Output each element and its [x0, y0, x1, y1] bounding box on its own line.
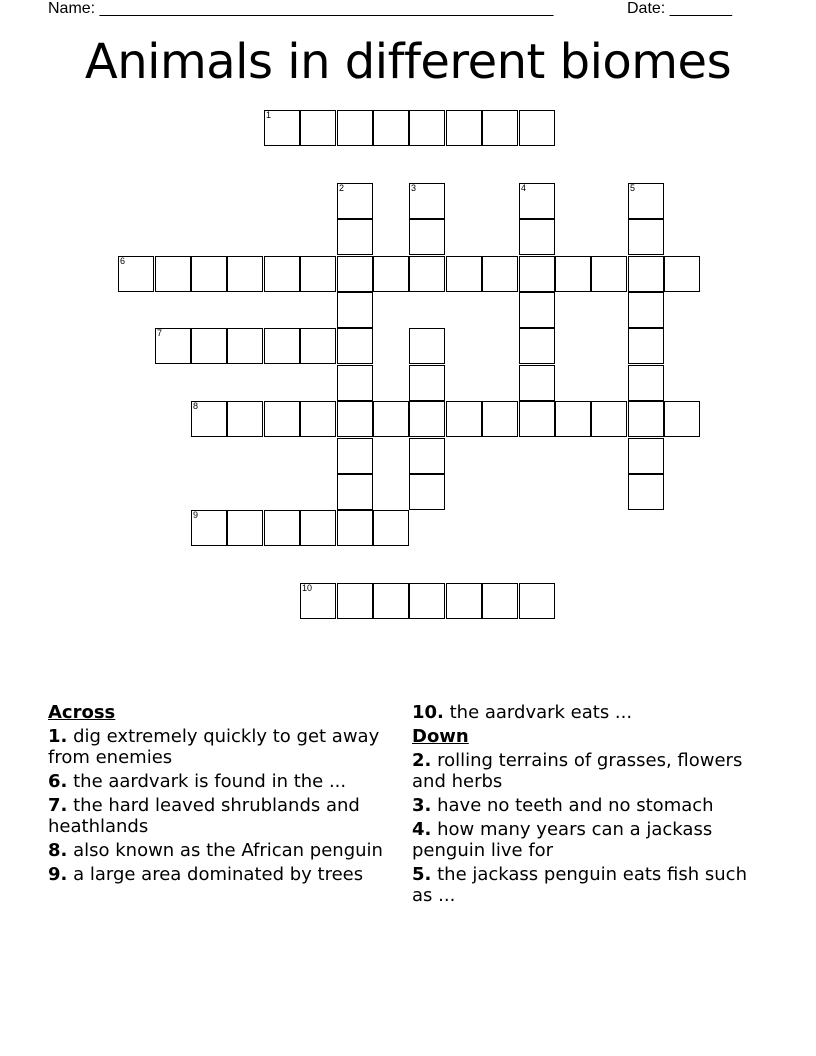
crossword-cell[interactable]: [337, 219, 373, 255]
clue-number: 4.: [412, 819, 432, 840]
crossword-cell[interactable]: [300, 510, 336, 546]
crossword-cell[interactable]: [519, 328, 555, 364]
crossword-cell[interactable]: [191, 401, 227, 437]
crossword-cell[interactable]: [191, 256, 227, 292]
crossword-cell[interactable]: [591, 401, 627, 437]
crossword-cell[interactable]: [337, 183, 373, 219]
clue-number-label: 8: [193, 401, 199, 411]
crossword-cell[interactable]: [300, 110, 336, 146]
crossword-cell[interactable]: [264, 110, 300, 146]
crossword-cell[interactable]: [519, 583, 555, 619]
crossword-cell[interactable]: [373, 401, 409, 437]
crossword-cell[interactable]: [409, 256, 445, 292]
name-field-label: Name: ___________________________________________________: [48, 0, 554, 17]
clue-text: how many years can a jackass penguin live for: [412, 819, 713, 861]
clue-number: 8.: [48, 840, 68, 861]
crossword-cell[interactable]: [628, 365, 664, 401]
across-heading: Across: [48, 702, 116, 723]
crossword-cell[interactable]: [482, 401, 518, 437]
crossword-cell[interactable]: [227, 401, 263, 437]
crossword-cell[interactable]: [628, 292, 664, 328]
crossword-cell[interactable]: [628, 474, 664, 510]
crossword-cell[interactable]: [300, 583, 336, 619]
crossword-cell[interactable]: [409, 328, 445, 364]
clue-number-label: 2: [339, 183, 345, 193]
crossword-cell[interactable]: [628, 219, 664, 255]
clue-text: rolling terrains of grasses, flowers and herbs: [412, 750, 743, 792]
crossword-cell[interactable]: [519, 219, 555, 255]
clue-number: 5.: [412, 864, 432, 885]
crossword-cell[interactable]: [155, 256, 191, 292]
clue-across-9: [48, 864, 393, 885]
crossword-cell[interactable]: [628, 328, 664, 364]
clue-text: the aardvark eats ...: [443, 702, 633, 723]
date-field-label: Date: _______: [627, 0, 732, 17]
crossword-cell[interactable]: [409, 474, 445, 510]
crossword-cell[interactable]: [227, 256, 263, 292]
clue-number-label: 3: [411, 183, 417, 193]
clues-column-left: [48, 702, 393, 888]
crossword-cell[interactable]: [300, 401, 336, 437]
crossword-cell[interactable]: [337, 110, 373, 146]
clue-down-3: [412, 795, 757, 816]
crossword-cell[interactable]: [591, 256, 627, 292]
crossword-cell[interactable]: [409, 438, 445, 474]
crossword-cell[interactable]: [191, 510, 227, 546]
crossword-cell[interactable]: [409, 583, 445, 619]
crossword-cell[interactable]: [337, 583, 373, 619]
crossword-cell[interactable]: [155, 328, 191, 364]
crossword-cell[interactable]: [337, 365, 373, 401]
clue-number-label: 4: [521, 183, 527, 193]
crossword-cell[interactable]: [373, 583, 409, 619]
crossword-cell[interactable]: [555, 256, 591, 292]
crossword-cell[interactable]: [227, 328, 263, 364]
clue-number: 9.: [48, 864, 68, 885]
down-heading: Down: [412, 726, 469, 747]
crossword-cell[interactable]: [373, 510, 409, 546]
crossword-cell[interactable]: [300, 256, 336, 292]
clue-down-5: [412, 864, 757, 906]
clue-across-7: [48, 795, 393, 837]
clue-across-8: [48, 840, 393, 861]
clue-text: have no teeth and no stomach: [431, 795, 714, 816]
clue-number: 10.: [412, 702, 444, 723]
clue-text: also known as the African penguin: [67, 840, 383, 861]
crossword-cell[interactable]: [628, 256, 664, 292]
crossword-cell[interactable]: [337, 328, 373, 364]
clue-across-6: [48, 771, 393, 792]
crossword-cell[interactable]: [482, 256, 518, 292]
crossword-cell[interactable]: [519, 365, 555, 401]
crossword-cell[interactable]: [191, 328, 227, 364]
crossword-cell[interactable]: [446, 256, 482, 292]
clue-down-4: [412, 819, 757, 861]
crossword-cell[interactable]: [482, 583, 518, 619]
clue-number-label: 1: [266, 110, 272, 120]
clues-column-right: [412, 702, 757, 909]
clue-number-label: 5: [630, 183, 636, 193]
page-title: Animals in different biomes: [84, 34, 732, 90]
clue-text: the hard leaved shrublands and heathlands: [48, 795, 360, 837]
crossword-cell[interactable]: [337, 438, 373, 474]
crossword-cell[interactable]: [519, 110, 555, 146]
crossword-cell[interactable]: [446, 110, 482, 146]
crossword-cell[interactable]: [118, 256, 154, 292]
crossword-cell[interactable]: [409, 365, 445, 401]
crossword-cell[interactable]: [409, 110, 445, 146]
clue-down-2: [412, 750, 757, 792]
clue-number: 3.: [412, 795, 432, 816]
crossword-cell[interactable]: [409, 219, 445, 255]
crossword-cell[interactable]: [264, 256, 300, 292]
crossword-cell[interactable]: [373, 110, 409, 146]
clue-across-10: [412, 702, 757, 723]
crossword-cell[interactable]: [409, 183, 445, 219]
crossword-cell[interactable]: [519, 256, 555, 292]
crossword-cell[interactable]: [519, 401, 555, 437]
crossword-cell[interactable]: [373, 256, 409, 292]
crossword-cell[interactable]: [337, 292, 373, 328]
crossword-cell[interactable]: [264, 510, 300, 546]
clue-number-label: 9: [193, 510, 199, 520]
crossword-cell[interactable]: [337, 401, 373, 437]
clue-number-label: 7: [157, 328, 163, 338]
crossword-cell[interactable]: [337, 510, 373, 546]
crossword-cell[interactable]: [337, 256, 373, 292]
clue-text: a large area dominated by trees: [67, 864, 364, 885]
crossword-cell[interactable]: [446, 583, 482, 619]
crossword-cell[interactable]: [519, 183, 555, 219]
crossword-cell[interactable]: [628, 401, 664, 437]
crossword-cell[interactable]: [337, 474, 373, 510]
crossword-cell[interactable]: [664, 401, 700, 437]
crossword-cell[interactable]: [664, 256, 700, 292]
crossword-cell[interactable]: [628, 438, 664, 474]
crossword-cell[interactable]: [519, 292, 555, 328]
crossword-cell[interactable]: [409, 401, 445, 437]
crossword-cell[interactable]: [446, 401, 482, 437]
crossword-cell[interactable]: [264, 328, 300, 364]
clue-number-label: 6: [120, 256, 126, 266]
clue-text: the jackass penguin eats fish such as ...: [412, 864, 747, 906]
crossword-cell[interactable]: [628, 183, 664, 219]
clue-number: 1.: [48, 726, 68, 747]
crossword-cell[interactable]: [227, 510, 263, 546]
crossword-cell[interactable]: [482, 110, 518, 146]
crossword-cell[interactable]: [555, 401, 591, 437]
crossword-cell[interactable]: [300, 328, 336, 364]
clue-number-label: 10: [302, 583, 313, 593]
clue-text: the aardvark is found in the ...: [67, 771, 347, 792]
clue-text: dig extremely quickly to get away from enemies: [48, 726, 380, 768]
crossword-cell[interactable]: [264, 401, 300, 437]
clue-across-1: [48, 726, 393, 768]
clue-number: 6.: [48, 771, 68, 792]
clue-number: 7.: [48, 795, 68, 816]
clue-number: 2.: [412, 750, 432, 771]
